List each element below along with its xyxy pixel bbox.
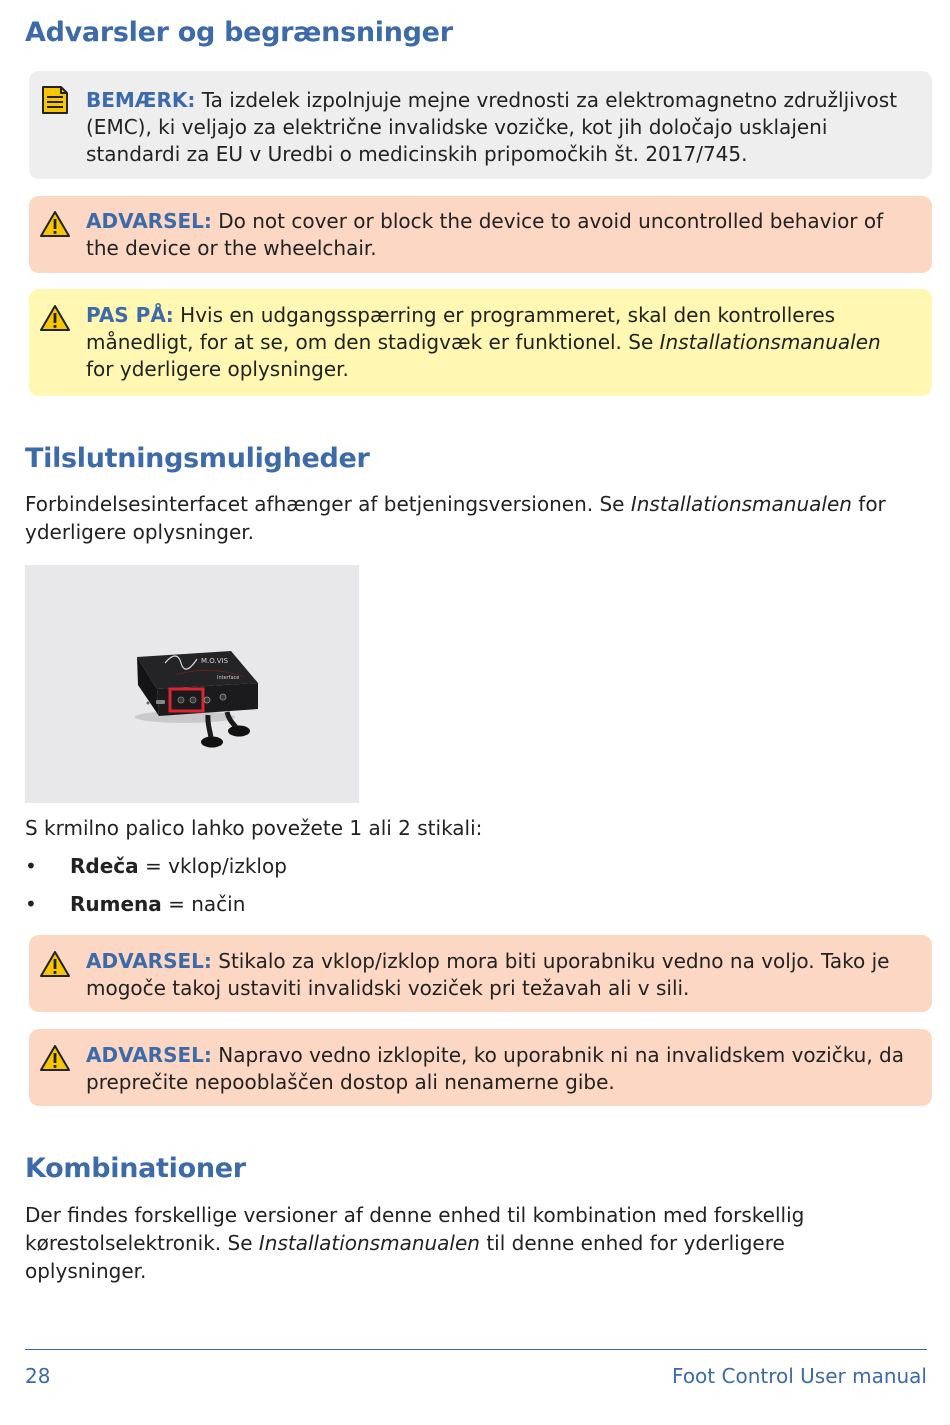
- connections-text-before: Forbindelsesinterfacet afhænger af betjeningsversionen. Se: [25, 492, 631, 516]
- warning-label: ADVARSEL:: [86, 1043, 212, 1067]
- warning-triangle-icon: [39, 210, 71, 245]
- warning-box: [29, 196, 932, 273]
- bullet-dot: •: [25, 892, 37, 916]
- combinations-manual-reference: Installationsmanualen: [258, 1231, 480, 1255]
- warning-box: [29, 1029, 932, 1106]
- warning-text: Stikalo za vklop/izklop mora biti uporabniku vedno na voljo. Tako je mogoče takoj ustaviti invalidski voziček pri težavah ali v sili.: [86, 949, 890, 1000]
- caution-manual-reference: Installationsmanualen: [659, 330, 881, 354]
- caution-box: [29, 289, 932, 396]
- caution-label: PAS PÅ:: [86, 303, 174, 327]
- warning-label: ADVARSEL:: [86, 949, 212, 973]
- warning-text: Do not cover or block the device to avoid uncontrolled behavior of the device or the wheelchair.: [86, 209, 884, 260]
- device-port-label: Interface: [217, 675, 240, 681]
- device-illustration: [25, 565, 359, 803]
- device-photo: [25, 565, 359, 803]
- switch-intro: S krmilno palico lahko povežete 1 ali 2 stikali:: [25, 816, 483, 840]
- heading-connections: Tilslutningsmuligheder: [25, 443, 370, 474]
- note-text: Ta izdelek izpolnjuje mejne vrednosti za elektromagnetno združljivost (EMC), ki veljajo za električne invalidske vozičke, kot jih določajo usklajeni standardi za EU v Uredbi o medicinskih pripomočkih št. 2017/745.: [86, 88, 898, 166]
- connections-paragraph: [25, 490, 905, 546]
- caution-text-before: Hvis en udgangsspærring er programmeret, skal den kontrolleres månedligt, for at se, om den stadigvæk er funktionel. Se: [86, 303, 836, 354]
- connections-text-after: for yderligere oplysninger.: [25, 492, 886, 544]
- bullet-bold-yellow: Rumena: [70, 892, 162, 916]
- caution-triangle-icon: [39, 304, 71, 339]
- heading-warnings: Advarsler og begrænsninger: [25, 17, 453, 48]
- combinations-text-before: Der findes forskellige versioner af denne enhed til kombination med forskellig kørestolselektronik. Se: [25, 1203, 805, 1255]
- connections-manual-reference: Installationsmanualen: [630, 492, 852, 516]
- combinations-paragraph: [25, 1201, 905, 1285]
- warning-text: Napravo vedno izklopite, ko uporabnik ni na invalidskem vozičku, da preprečite nepooblaščen dostop ali nenamerne gibe.: [86, 1043, 905, 1094]
- warning-box: [29, 935, 932, 1012]
- bullet-bold-red: Rdeča: [70, 854, 139, 878]
- heading-combinations: Kombinationer: [25, 1153, 246, 1184]
- warning-triangle-icon: [39, 950, 71, 985]
- footer-divider: [25, 1349, 927, 1350]
- caution-text-after: for yderligere oplysninger.: [86, 357, 349, 381]
- bullet-text-yellow: = način: [161, 892, 246, 916]
- note-icon: [41, 85, 69, 122]
- bullet-text-red: = vklop/izklop: [138, 854, 287, 878]
- device-brand-label: M.O.VIS: [201, 657, 229, 665]
- note-box: [29, 71, 932, 179]
- warning-label: ADVARSEL:: [86, 209, 212, 233]
- combinations-text-after: til denne enhed for yderligere oplysninger.: [25, 1231, 785, 1283]
- note-label: BEMÆRK:: [86, 88, 196, 112]
- manual-title: Foot Control User manual: [672, 1364, 927, 1388]
- bullet-dot: •: [25, 854, 37, 878]
- page-number: 28: [25, 1364, 51, 1388]
- warning-triangle-icon: [39, 1044, 71, 1079]
